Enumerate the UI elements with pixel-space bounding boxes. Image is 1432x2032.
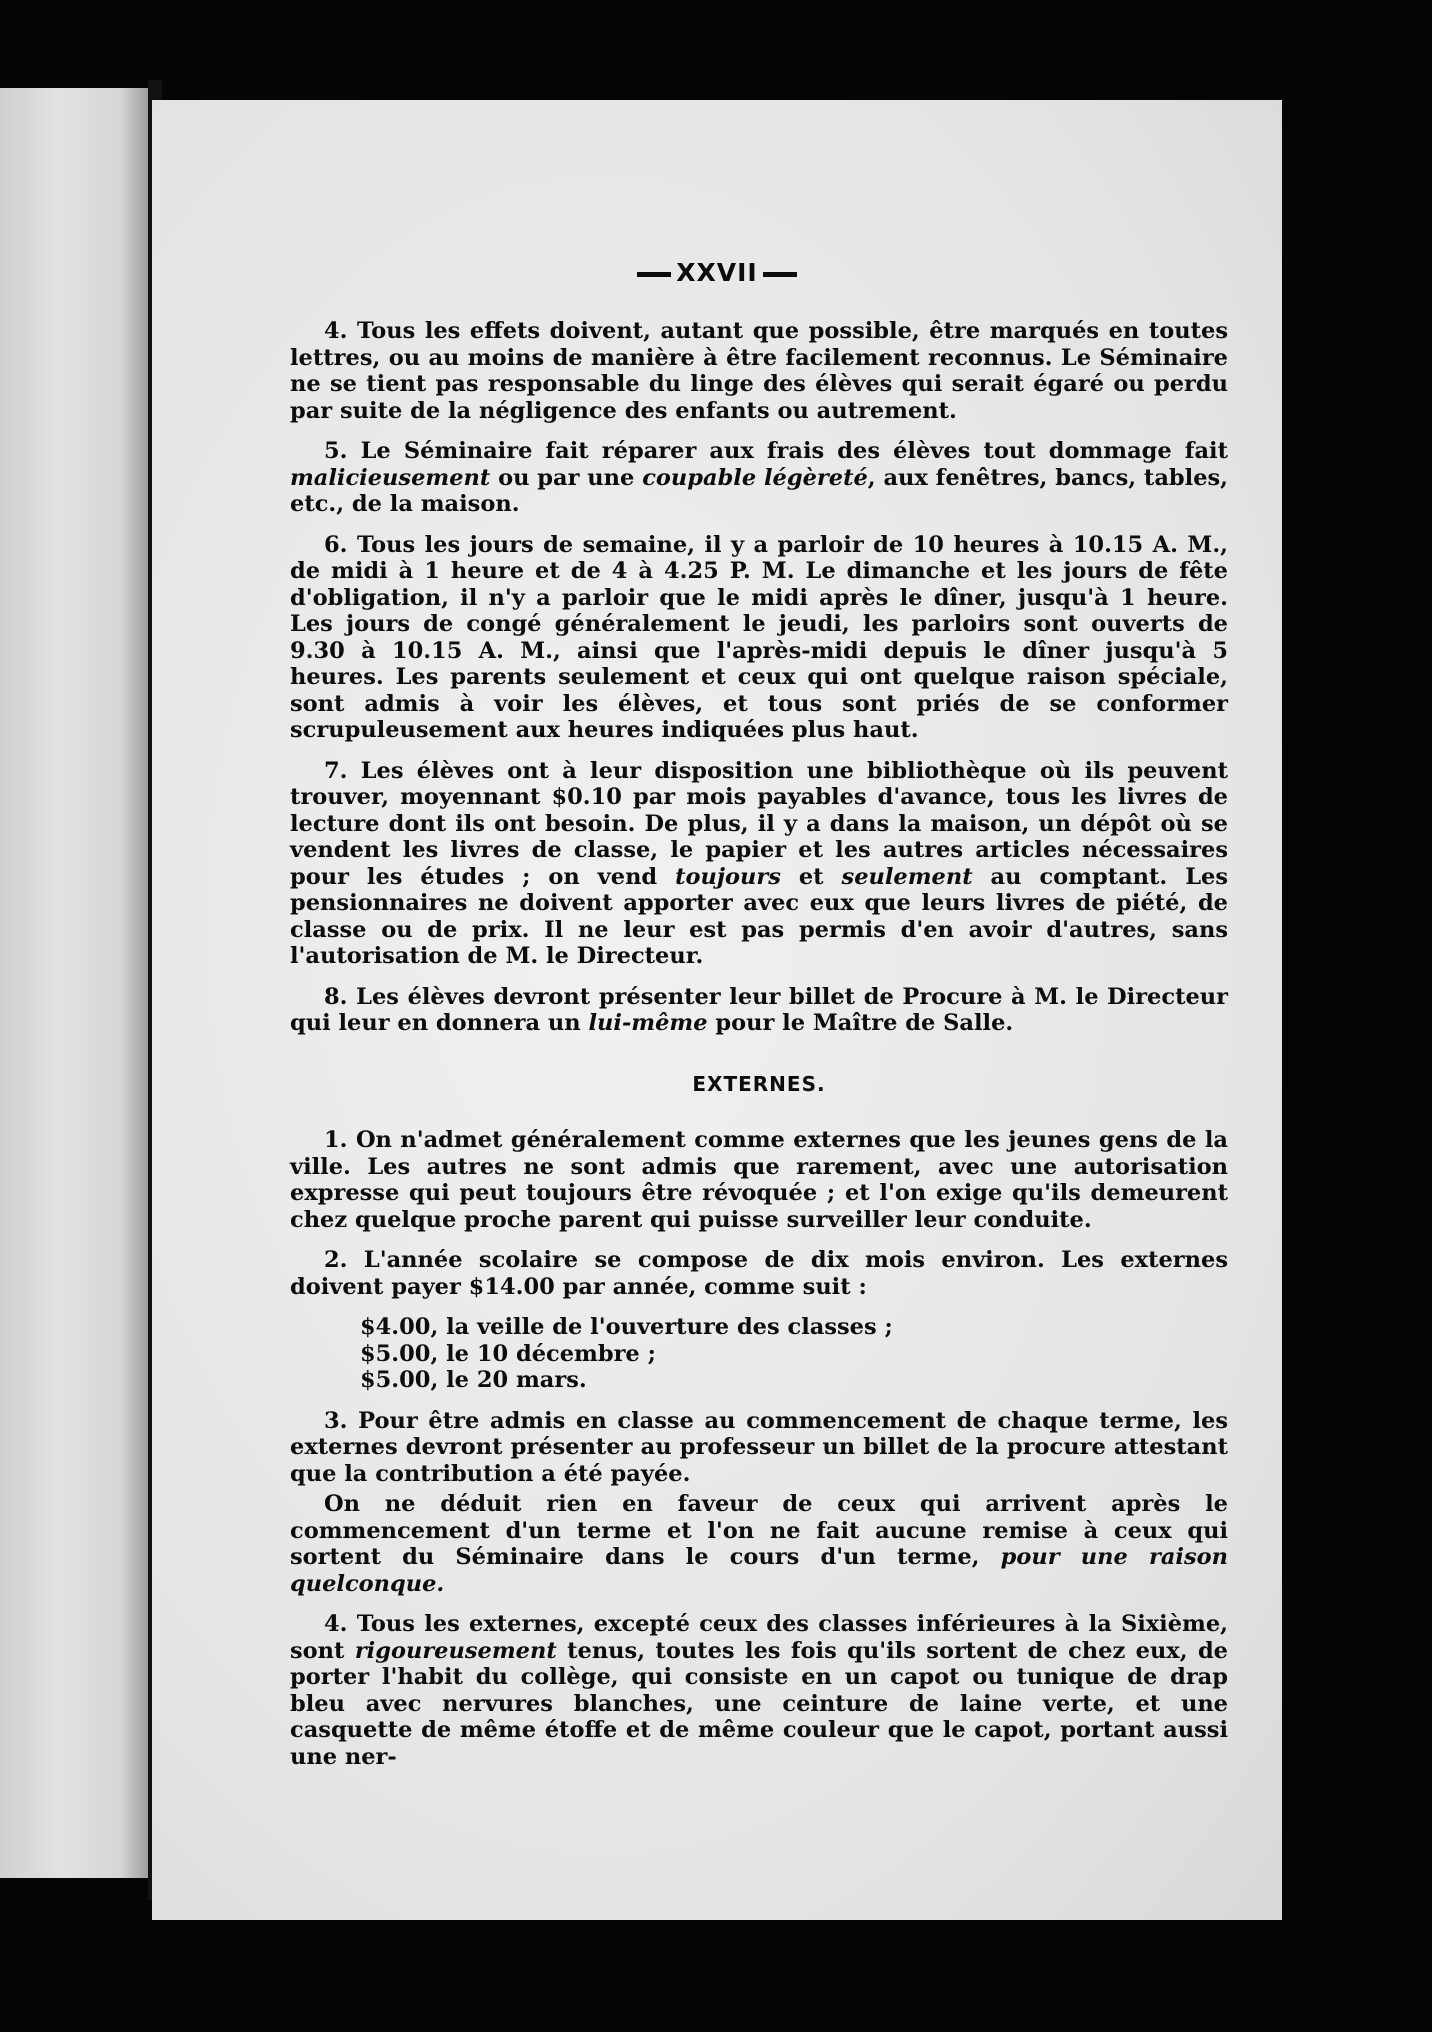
paragraph-8-text-a: 8. Les élèves devront présenter leur billet de Procure à M. le Directeur qui leur en donnera un [290, 983, 1228, 1036]
externes-paragraph-2-text: 2. L'année scolaire se compose de dix mois environ. Les externes doivent payer $14.00 par année, comme suit : [290, 1247, 1228, 1300]
externes-paragraph-3b [290, 1491, 1228, 1597]
paragraph-7-text-c: au comptant. Les pensionnaires ne doivent apporter avec eux que leurs livres de piété, de classe ou de prix. Il ne leur est pas permis d'en avoir d'autres, sans l'autorisation de M. le Directeur. [290, 863, 1229, 969]
paragraph-6 [290, 532, 1228, 744]
paragraph-7-text-a: 7. Les élèves ont à leur disposition une bibliothèque où ils peuvent trouver, moyennant $0.10 par mois payables d'avance, tous les livres de lecture dont ils ont besoin. De plus, il y a dans la maison, un dépôt où se vendent les livres de classe, le papier et les autres articles nécessaires pour les études ; on vend [290, 757, 1228, 890]
paragraph-5-emphasis-1: malicieusement [290, 464, 491, 491]
payment-line: $4.00, la veille de l'ouverture des classes ; [360, 1314, 893, 1340]
externes-paragraph-4-text-a: 4. Tous les externes, excepté ceux des classes inférieures à la Sixième, sont [290, 1611, 1228, 1664]
externes-paragraph-1-text: 1. On n'admet généralement comme externes que les jeunes gens de la ville. Les autres ne sont admis que rarement, avec une autorisation expresse qui peut toujours être révoquée ; et l'on exige qu'ils demeurent chez quelque proche parent qui puisse surveiller leur conduite. [290, 1127, 1228, 1233]
paragraph-8-emphasis: lui-même [588, 1010, 708, 1036]
section-title-externes: EXTERNES. [692, 1071, 826, 1096]
payment-schedule [290, 1314, 1228, 1394]
page-number: XXVII [676, 258, 758, 287]
paragraph-7 [290, 758, 1228, 970]
paragraph-5-emphasis-2: coupable légèreté [642, 464, 868, 491]
facing-page-edge [0, 88, 150, 1878]
paragraph-4 [290, 318, 1228, 424]
externes-paragraph-4-emphasis: rigoureusement [354, 1637, 557, 1664]
header-dash-left [637, 272, 671, 277]
paragraph-5 [290, 438, 1228, 518]
payment-line: $5.00, le 10 décembre ; [360, 1340, 656, 1367]
paragraph-5-text-c: , aux fenêtres, bancs, tables, etc., de la maison. [290, 464, 1229, 517]
paragraph-5-text-b: ou par une [490, 464, 643, 491]
paragraph-8-text-b: pour le Maître de Salle. [707, 1010, 1014, 1036]
page-body [290, 318, 1228, 1784]
payment-line: $5.00, le 20 mars. [360, 1367, 587, 1393]
paragraph-7-emphasis-1: toujours [675, 863, 781, 890]
paragraph-5-text-a: 5. Le Séminaire fait réparer aux frais des élèves tout dommage fait [324, 438, 1228, 464]
paragraph-6-text: 6. Tous les jours de semaine, il y a parloir de 10 heures à 10.15 A. M., de midi à 1 heure et de 4 à 4.25 P. M. Le dimanche et les jours de fête d'obligation, il n'y a parloir que le midi après le dîner, jusqu'à 1 heure. Les jours de congé généralement le jeudi, les parloirs sont ouverts de 9.30 à 10.15 A. M., ainsi que l'après-midi depuis le dîner jusqu'à 5 heures. Les parents seulement et ceux qui ont quelque raison spéciale, sont admis à voir les élèves, et tous sont priés de se conformer scrupuleusement aux heures indiquées plus haut. [290, 531, 1228, 743]
paragraph-8 [290, 984, 1228, 1037]
externes-paragraph-3b-text: On ne déduit rien en faveur de ceux qui arrivent après le commencement d'un terme et l'on ne fait aucune remise à ceux qui sortent du Séminaire dans le cours d'un terme, [290, 1491, 1228, 1570]
document-page [152, 100, 1282, 1920]
externes-paragraph-3-text: 3. Pour être admis en classe au commencement de chaque terme, les externes devront présenter au professeur un billet de la procure attestant que la contribution a été payée. [290, 1407, 1228, 1487]
paragraph-4-text: 4. Tous les effets doivent, autant que possible, être marqués en toutes lettres, ou au moins de manière à être facilement reconnus. Le Séminaire ne se tient pas responsable du linge des élèves qui serait égaré ou perdu par suite de la négligence des enfants ou autrement. [290, 318, 1228, 424]
externes-paragraph-3b-emphasis: pour une raison quelconque. [290, 1544, 1228, 1597]
externes-paragraph-4-text-b: tenus, toutes les fois qu'ils sortent de chez eux, de porter l'habit du collège, qui consiste en un capot ou tunique de drap bleu avec nervures blanches, une ceinture de laine verte, et une casquette de même étoffe et de même couleur que le capot, portant aussi une ner- [290, 1637, 1228, 1770]
page-header [152, 258, 1282, 287]
externes-paragraph-4 [290, 1611, 1228, 1770]
paragraph-7-emphasis-2: seulement [841, 863, 973, 890]
externes-paragraph-1 [290, 1127, 1228, 1233]
externes-paragraph-3 [290, 1408, 1228, 1488]
externes-paragraph-2 [290, 1247, 1228, 1300]
paragraph-7-text-b: et [780, 863, 842, 890]
header-dash-right [763, 272, 797, 277]
